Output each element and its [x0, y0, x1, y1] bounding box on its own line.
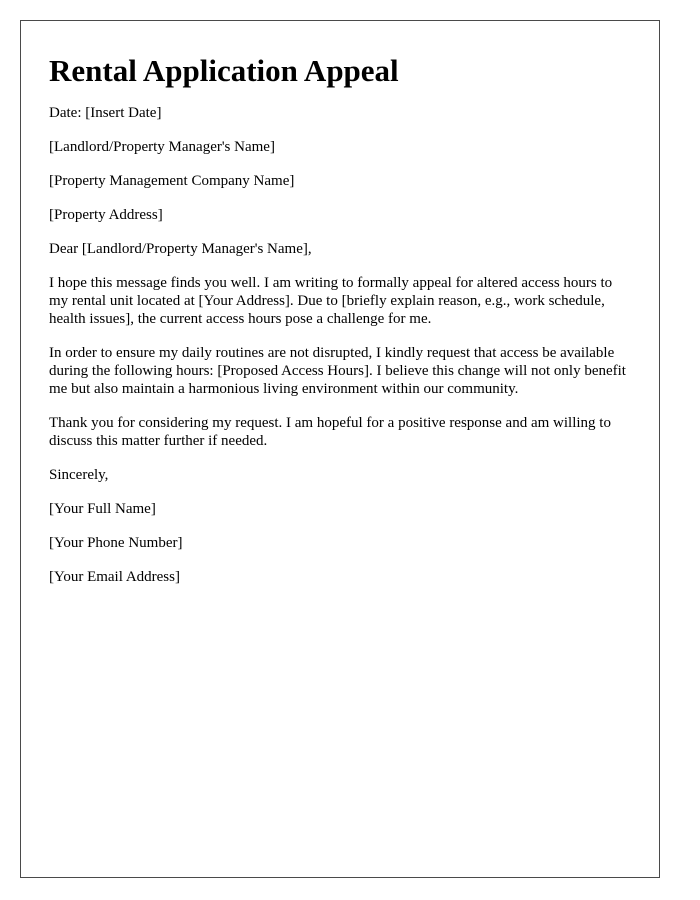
property-address: [Property Address] [49, 207, 163, 223]
body-paragraph-thanks: Thank you for considering my request. I am hopeful for a positive response and am willing to discuss this matter further if needed. [49, 415, 611, 449]
letter-title: Rental Application Appeal [49, 53, 399, 88]
body-paragraph-request: In order to ensure my daily routines are not disrupted, I kindly request that access be available during the following hours: [Proposed Access Hours]. I believe this change will not only benefit me but also maintain a harmonious living environment within our community. [49, 345, 626, 397]
date-line: Date: [Insert Date] [49, 105, 162, 121]
sender-name: [Your Full Name] [49, 501, 156, 517]
closing: Sincerely, [49, 467, 109, 483]
body-paragraph-intro: I hope this message finds you well. I am writing to formally appeal for altered access hours to my rental unit located at [Your Address]. Due to [briefly explain reason, e.g., work schedule, health issues], the current access hours pose a challenge for me. [49, 275, 613, 327]
sender-email: [Your Email Address] [49, 569, 180, 585]
company-name: [Property Management Company Name] [49, 173, 295, 189]
sender-phone: [Your Phone Number] [49, 535, 183, 551]
salutation: Dear [Landlord/Property Manager's Name], [49, 241, 312, 257]
letter-page [20, 20, 660, 878]
recipient-name: [Landlord/Property Manager's Name] [49, 139, 275, 155]
